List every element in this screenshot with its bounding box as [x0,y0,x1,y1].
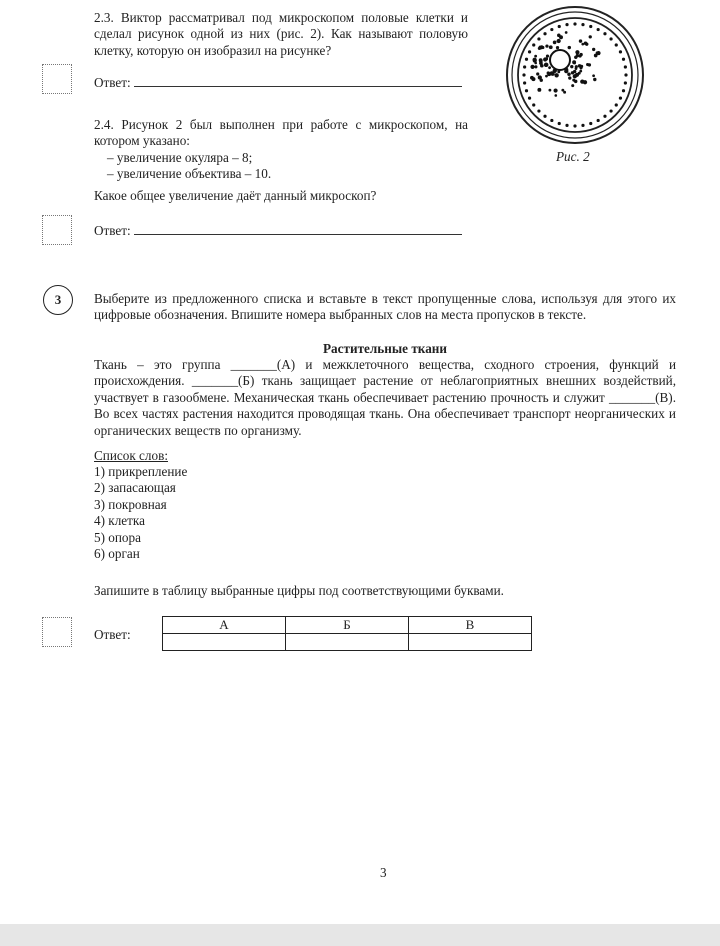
cytoplasm-dot [539,59,543,63]
cytoplasm-dot [522,73,525,76]
cytoplasm-dot [557,39,561,43]
answer-row-2-4 [94,222,474,239]
cytoplasm-dot [578,54,581,57]
cytoplasm-dot [568,46,571,49]
cytoplasm-dot [622,89,625,92]
cytoplasm-dot [579,39,582,42]
cytoplasm-dot [567,72,571,76]
cytoplasm-dot [528,50,531,53]
cytoplasm-dot [546,54,549,57]
cytoplasm-dot [586,63,589,66]
cytoplasm-dot [619,97,622,100]
cytoplasm-dot [543,32,546,35]
list-item: 2) запасающая [94,480,176,496]
cytoplasm-dot [572,60,576,64]
cytoplasm-dot [550,119,553,122]
cytoplasm-dot [532,43,535,46]
cytoplasm-dot [603,115,606,118]
cytoplasm-dot [575,67,578,70]
cytoplasm-dot [536,72,539,75]
cytoplasm-dot [548,66,551,69]
cytoplasm-dot [624,81,627,84]
answer-box-3[interactable] [42,617,72,647]
question-3-instruction: Выберите из предложенного списка и вставьте в текст пропущенные слова, используя для этого их цифровые обозначения. Впишите номера выбранных слов на места пропусков в тексте. [94,291,676,323]
cytoplasm-dot [558,25,561,28]
cytoplasm-dot [538,75,542,79]
cytoplasm-dot [547,73,550,76]
cytoplasm-dot [609,109,612,112]
answer-label-3: Ответ: [94,627,131,642]
cytoplasm-dot [553,41,557,45]
cytoplasm-dot [540,45,543,48]
word-list-title: Список слов: [94,448,168,463]
cytoplasm-dot [581,23,584,26]
cytoplasm-dot [568,76,571,79]
cytoplasm-dot [573,22,576,25]
cytoplasm-dot [597,119,600,122]
question-2-3-text: 2.3. Виктор рассматривал под микроскопом половые клетки и сделал рисунок одной из них (рис. 2). Как называют половую клетку, которую он изобразил на рисунке? [94,10,468,58]
cytoplasm-dot [615,43,618,46]
cytoplasm-dot [558,122,561,125]
cytoplasm-dot [603,32,606,35]
cytoplasm-dot [533,58,537,62]
cytoplasm-dot [534,65,537,68]
answer-line-2-3[interactable] [134,74,462,87]
cytoplasm-dot [528,97,531,100]
cytoplasm-dot [624,73,627,76]
cytoplasm-dot [543,115,546,118]
answer-box-2-4[interactable] [42,215,72,245]
answer-label: Ответ: [94,223,131,238]
question-2-4-question: Какое общее увеличение даёт данный микроскоп? [94,188,377,203]
cytoplasm-dot [525,58,528,61]
table-instruction: Запишите в таблицу выбранные цифры под соответствующими буквами. [94,583,504,598]
text-heading: Растительные ткани [323,341,447,356]
cytoplasm-dot [573,124,576,127]
cytoplasm-dot [554,94,557,97]
cytoplasm-dot [525,89,528,92]
cytoplasm-dot [592,74,595,77]
cytoplasm-dot [575,50,579,54]
cytoplasm-dot [556,46,559,49]
cytoplasm-dot [609,37,612,40]
list-item: 1) прикрепление [94,464,188,479]
page-number: 3 [380,865,387,880]
column-header-a: А [163,617,286,634]
question-2-4-intro: 2.4. Рисунок 2 был выполнен при работе с микроскопом, на котором указано: [94,117,468,149]
list-item: 6) орган [94,546,140,562]
list-item: 4) клетка [94,513,145,529]
cytoplasm-dot [593,78,596,81]
column-header-v: В [409,617,532,634]
cytoplasm-dot [565,23,568,26]
cytoplasm-dot [549,45,553,49]
cytoplasm-dot [554,73,558,77]
question-2-4-item-2: – увеличение объектива – 10. [107,166,272,181]
cytoplasm-dot [534,62,537,65]
cytoplasm-dot [580,79,584,83]
cytoplasm-dot [545,57,548,60]
cytoplasm-dot [571,84,574,87]
answer-row-2-3 [94,74,474,91]
figure-caption: Рис. 2 [556,149,590,164]
cytoplasm-dot [550,72,554,76]
answer-label: Ответ: [94,75,131,90]
cytoplasm-dot [581,124,584,127]
cytoplasm-dot [557,34,561,38]
cytoplasm-dot [537,88,541,92]
cytoplasm-dot [545,75,548,78]
cytoplasm-dot [537,37,540,40]
cytoplasm-dot [531,77,535,81]
cytoplasm-dot [622,58,625,61]
column-header-b: Б [286,617,409,634]
list-item: 5) опора [94,529,141,545]
table-header-row [163,617,532,634]
cytoplasm-dot [589,122,592,125]
cytoplasm-dot [573,74,577,78]
egg-cell-figure [500,5,650,150]
cytoplasm-dot [589,35,592,38]
cytoplasm-dot [619,50,622,53]
cytoplasm-dot [537,109,540,112]
cytoplasm-dot [580,65,583,68]
cytoplasm-dot [523,65,526,68]
cytoplasm-dot [624,65,627,68]
cytoplasm-dot [565,31,568,34]
answer-cell-b[interactable] [286,634,409,651]
cytoplasm-dot [594,54,598,58]
cytoplasm-dot [548,89,551,92]
cytoplasm-dot [544,63,548,67]
cytoplasm-dot [615,103,618,106]
cytoplasm-dot [530,65,534,69]
cytoplasm-dot [554,89,558,93]
answer-line-2-4[interactable] [134,222,462,235]
cytoplasm-dot [532,103,535,106]
cytoplasm-dot [572,79,575,82]
cytoplasm-dot [545,45,548,48]
cytoplasm-dot [570,65,573,68]
cytoplasm-dot [565,124,568,127]
cytoplasm-dot [571,71,574,74]
cytoplasm-dot [589,25,592,28]
cytoplasm-dot [550,28,553,31]
question-2-4-item-1: – увеличение окуляра – 8; [107,150,253,165]
cytoplasm-dot [534,55,537,58]
word-list [94,464,187,562]
answer-table [162,616,532,651]
table-answer-row [163,634,532,651]
cytoplasm-dot [585,42,588,45]
cytoplasm-dot [581,43,584,46]
text-paragraph: Ткань – это группа _______(А) и межклеточного вещества, сходного строения, функций и происхождения. _______(Б) ткань защищает растение от неблагоприятных внешних воздействий, участвует в газообмене. Механическая ткань обеспечивает растению прочность и служит _______(В). Во всех частях растения находится проводящая ткань. Она обеспечивает транспорт неорганических и органических веществ по организму. [94,357,676,438]
cytoplasm-dot [592,48,595,51]
question-3-number: 3 [43,285,73,315]
list-item: 3) покровная [94,496,167,512]
answer-box-2-3[interactable] [42,64,72,94]
cytoplasm-dot [523,81,526,84]
answer-cell-v[interactable] [409,634,532,651]
cytoplasm-dot [563,91,566,94]
answer-cell-a[interactable] [163,634,286,651]
cytoplasm-dot [597,28,600,31]
